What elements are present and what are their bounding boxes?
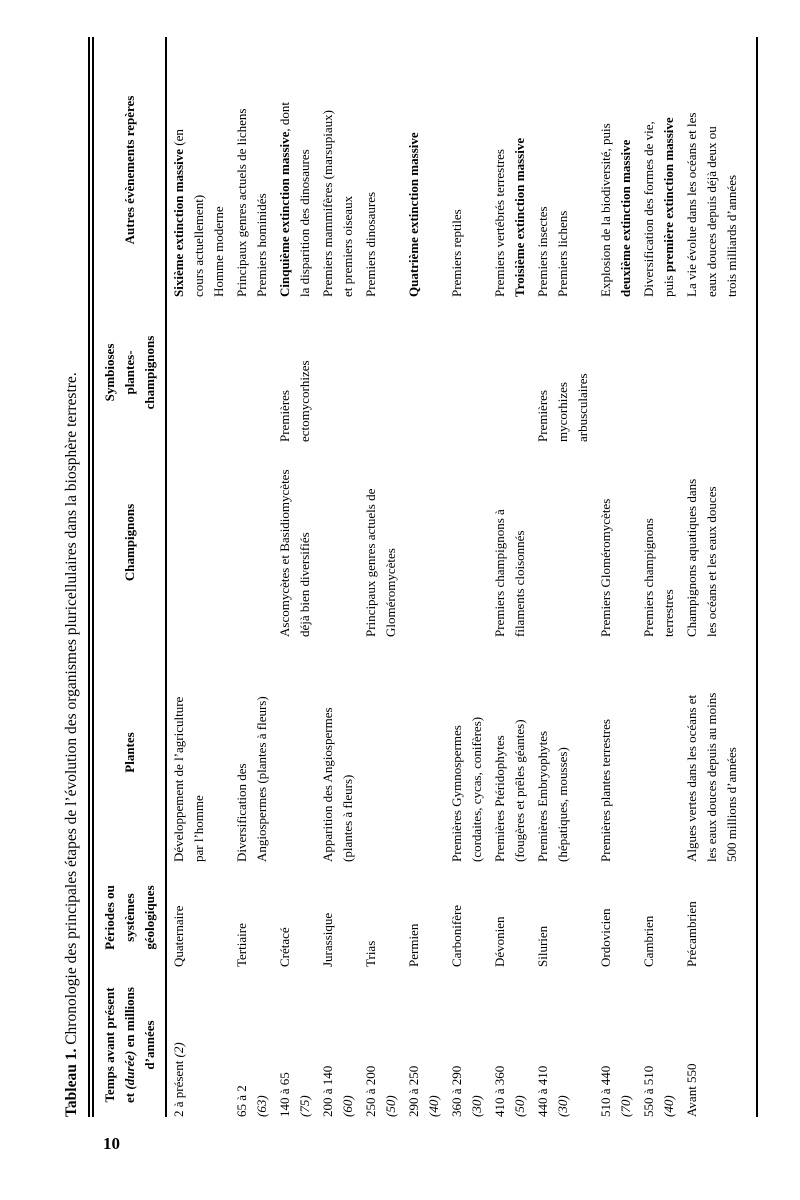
cell-permien-periode: Permien — [406, 923, 421, 967]
table-row-cambrien — [637, 37, 680, 1117]
cell-precambrien-periode: Précambrien — [684, 901, 699, 967]
cell-carbonifere-periode: Carbonifère — [449, 904, 464, 967]
cell-carbonifere-symbioses — [445, 297, 488, 442]
cell-trias-periode: Trias — [363, 940, 378, 967]
cell-precambrien-temps: Avant 550 — [684, 1063, 699, 1117]
cell-tertiaire-plantes: Diversification des Angiospermes (plantes à fleurs) — [234, 696, 269, 862]
cell-cretace-temps: 140 à 65 (75) — [277, 1072, 312, 1117]
cell-trias-plantes — [359, 637, 402, 862]
cell-jurassique-temps: 200 à 140 (60) — [320, 1065, 355, 1117]
table-row-precambrien — [680, 37, 757, 1117]
cell-jurassique-autres: Premiers mammifères (marsupiaux) et premiers oiseaux — [320, 110, 355, 297]
cell-trias-autres: Premiers dinosaures — [363, 191, 378, 297]
cell-trias-symbioses — [359, 297, 402, 442]
cell-ordovicien-champignons: Premiers Gloméromycètes — [598, 498, 613, 637]
table-header-row — [91, 37, 166, 1117]
table-row-trias — [359, 37, 402, 1117]
cell-ordovicien-periode: Ordovicien — [598, 908, 613, 967]
cell-ordovicien-plantes: Premières plantes terrestres — [598, 719, 613, 862]
cell-cambrien-plantes — [637, 637, 680, 862]
cell-devonien-champignons: Premiers champignons à filaments cloisonnés — [492, 509, 527, 637]
cell-cretace-periode: Crétacé — [277, 927, 292, 967]
cell-permien-champignons — [402, 442, 445, 637]
cell-silurien-symbioses: Premières mycorhizes arbusculaires — [535, 373, 590, 442]
cell-cretace-champignons: Ascomycètes et Basidiomycètes déjà bien diversifiés — [277, 469, 312, 637]
cell-silurien-autres: Premiers insectes Premiers lichens — [535, 206, 570, 297]
table-row-cretace — [273, 37, 316, 1117]
cell-cretace-autres: Cinquième extinction massive, dont la disparition des dinosaures — [277, 101, 312, 297]
table-row-ordovicien — [594, 37, 637, 1117]
cell-tertiaire-autres: Principaux genres actuels de lichens Premiers hominidés — [234, 108, 269, 297]
cell-devonien-temps: 410 à 360 (50) — [492, 1065, 527, 1117]
page-number: 10 — [103, 1134, 120, 1153]
cell-silurien-periode: Silurien — [535, 925, 550, 967]
table-row-tertiaire — [230, 37, 273, 1117]
cell-precambrien-autres: La vie évolue dans les océans et les eaux douces depuis déjà deux ou trois milliards d’années — [684, 112, 739, 297]
cell-cretace-plantes — [273, 637, 316, 862]
table-caption — [62, 37, 82, 1117]
column-header-periode: Périodes ou systèmes géologiques — [91, 862, 166, 967]
cell-quaternaire-periode: Quaternaire — [171, 905, 186, 967]
table-caption-text: Chronologie des principales étapes de l’évolution des organismes pluricellulaires dans la biosphère terrestre. — [63, 372, 80, 1049]
cell-cambrien-periode: Cambrien — [641, 915, 656, 967]
cell-devonien-symbioses — [488, 297, 531, 442]
table-header — [91, 37, 166, 1117]
table-body — [166, 37, 757, 1117]
cell-quaternaire-plantes: Développement de l’agriculture par l’homme — [171, 696, 206, 862]
cell-carbonifere-temps: 360 à 290 (30) — [449, 1065, 484, 1117]
cell-devonien-plantes: Premières Ptéridophytes (fougères et prêles géantes) — [492, 719, 527, 862]
cell-cambrien-temps: 550 à 510 (40) — [641, 1065, 676, 1117]
table-row-silurien — [531, 37, 594, 1117]
cell-precambrien-champignons: Champignons aquatiques dans les océans et les eaux douces — [684, 478, 719, 637]
column-header-plantes: Plantes — [91, 637, 166, 862]
cell-precambrien-plantes: Algues vertes dans les océans et les eaux douces depuis au moins 500 millions d’années — [684, 692, 739, 862]
cell-carbonifere-plantes: Premières Gymnospermes (cordaites, cycas, conifères) — [449, 716, 484, 862]
cell-permien-symbioses — [402, 297, 445, 442]
cell-jurassique-plantes: Apparition des Angiospermes (plantes à fleurs) — [320, 707, 355, 862]
cell-silurien-plantes: Premières Embryophytes (hépatiques, mousses) — [535, 730, 570, 862]
cell-cretace-symbioses: Premières ectomycorhizes — [277, 360, 312, 442]
cell-tertiaire-temps: 65 à 2 (63) — [234, 1085, 269, 1117]
cell-tertiaire-symbioses — [230, 297, 273, 442]
cell-quaternaire-symbioses — [166, 297, 230, 442]
cell-jurassique-symbioses — [316, 297, 359, 442]
cell-silurien-temps: 440 à 410 (30) — [535, 1065, 570, 1117]
cell-carbonifere-champignons — [445, 442, 488, 637]
table-row-jurassique — [316, 37, 359, 1117]
cell-jurassique-periode: Jurassique — [320, 912, 335, 967]
table-row-devonien — [488, 37, 531, 1117]
cell-cambrien-champignons: Premiers champignons terrestres — [641, 518, 676, 637]
cell-precambrien-symbioses — [680, 297, 757, 442]
cell-devonien-periode: Dévonien — [492, 916, 507, 967]
cell-carbonifere-autres: Premiers reptiles — [449, 209, 464, 297]
column-header-temps: Temps avant présent et (durée) en millions d’années — [91, 967, 166, 1117]
cell-permien-plantes — [402, 637, 445, 862]
cell-quaternaire-temps: 2 à présent (2) — [171, 1042, 186, 1117]
cell-ordovicien-symbioses — [594, 297, 637, 442]
cell-ordovicien-temps: 510 à 440 (70) — [598, 1065, 633, 1117]
cell-tertiaire-periode: Tertiaire — [234, 923, 249, 967]
cell-ordovicien-autres: Explosion de la biodiversité, puis deuxième extinction massive — [598, 123, 633, 297]
column-header-autres: Autres évènements repères — [91, 37, 166, 297]
cell-devonien-autres: Premiers vertébrés terrestres Troisième extinction massive — [492, 137, 527, 297]
rotated-table-block — [60, 37, 750, 1117]
table-caption-label: Tableau 1. — [63, 1048, 80, 1117]
cell-permien-autres: Quatrième extinction massive — [406, 132, 421, 297]
cell-cambrien-symbioses — [637, 297, 680, 442]
cell-silurien-champignons — [531, 442, 594, 637]
cell-cambrien-autres: Diversification des formes de vie, puis première extinction massive — [641, 117, 676, 297]
column-header-symbioses: Symbioses plantes- champignons — [91, 297, 166, 442]
table-row-quaternaire — [166, 37, 230, 1117]
column-header-champignons: Champignons — [91, 442, 166, 637]
cell-quaternaire-autres: Sixième extinction massive (en cours actuellement) Homme moderne — [171, 129, 226, 297]
cell-trias-champignons: Principaux genres actuels de Gloméromycètes — [363, 488, 398, 637]
table-row-carbonifere — [445, 37, 488, 1117]
cell-tertiaire-champignons — [230, 442, 273, 637]
cell-quaternaire-champignons — [166, 442, 230, 637]
cell-trias-temps: 250 à 200 (50) — [363, 1065, 398, 1117]
cell-jurassique-champignons — [316, 442, 359, 637]
chronology-table — [88, 37, 758, 1117]
table-row-permien — [402, 37, 445, 1117]
cell-permien-temps: 290 à 250 (40) — [406, 1065, 441, 1117]
